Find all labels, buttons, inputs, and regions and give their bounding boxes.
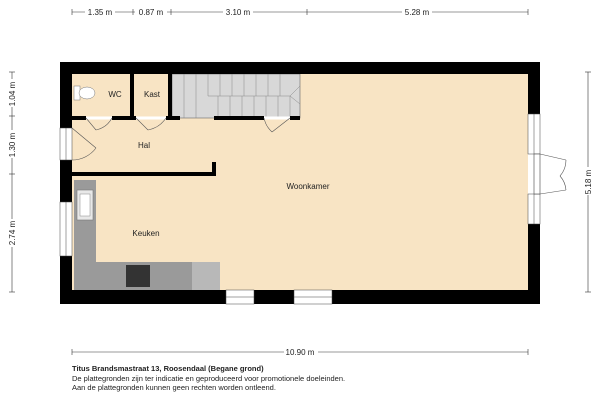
disclaimer-line-1: De plattegronden zijn ter indicatie en geproduceerd voor promotionele doeleinden. <box>72 373 346 383</box>
staircase <box>172 74 300 118</box>
disclaimer-line-2: Aan de plattegronden kunnen geen rechten worden ontleend. <box>72 383 276 392</box>
right-dim-label <box>581 167 595 195</box>
dim-left-3: 2.74 m <box>8 220 17 246</box>
toilet <box>74 86 95 100</box>
dim-top-3: 3.10 m <box>225 8 251 17</box>
room-label-keuken: Keuken <box>132 229 160 238</box>
room-label-wc: WC <box>108 90 122 99</box>
cooktop <box>126 265 150 287</box>
room-label-woonkamer: Woonkamer <box>286 182 330 191</box>
room-label-hal: Hal <box>137 141 151 150</box>
room-label-kast: Kast <box>143 90 161 99</box>
dim-top-2: 0.87 m <box>138 8 164 17</box>
plan-footer <box>72 364 592 393</box>
dim-left-1: 1.04 m <box>8 81 17 107</box>
dim-top-4: 5.28 m <box>404 8 430 17</box>
dim-left-2: 1.30 m <box>8 132 17 158</box>
dim-bottom: 10.90 m <box>285 348 315 357</box>
dim-right: 5.18 m <box>584 169 593 195</box>
sink <box>77 190 93 220</box>
plan-title: Titus Brandsmastraat 13, Roosendaal (Begane grond) <box>72 364 264 373</box>
dim-top-1: 1.35 m <box>87 8 113 17</box>
